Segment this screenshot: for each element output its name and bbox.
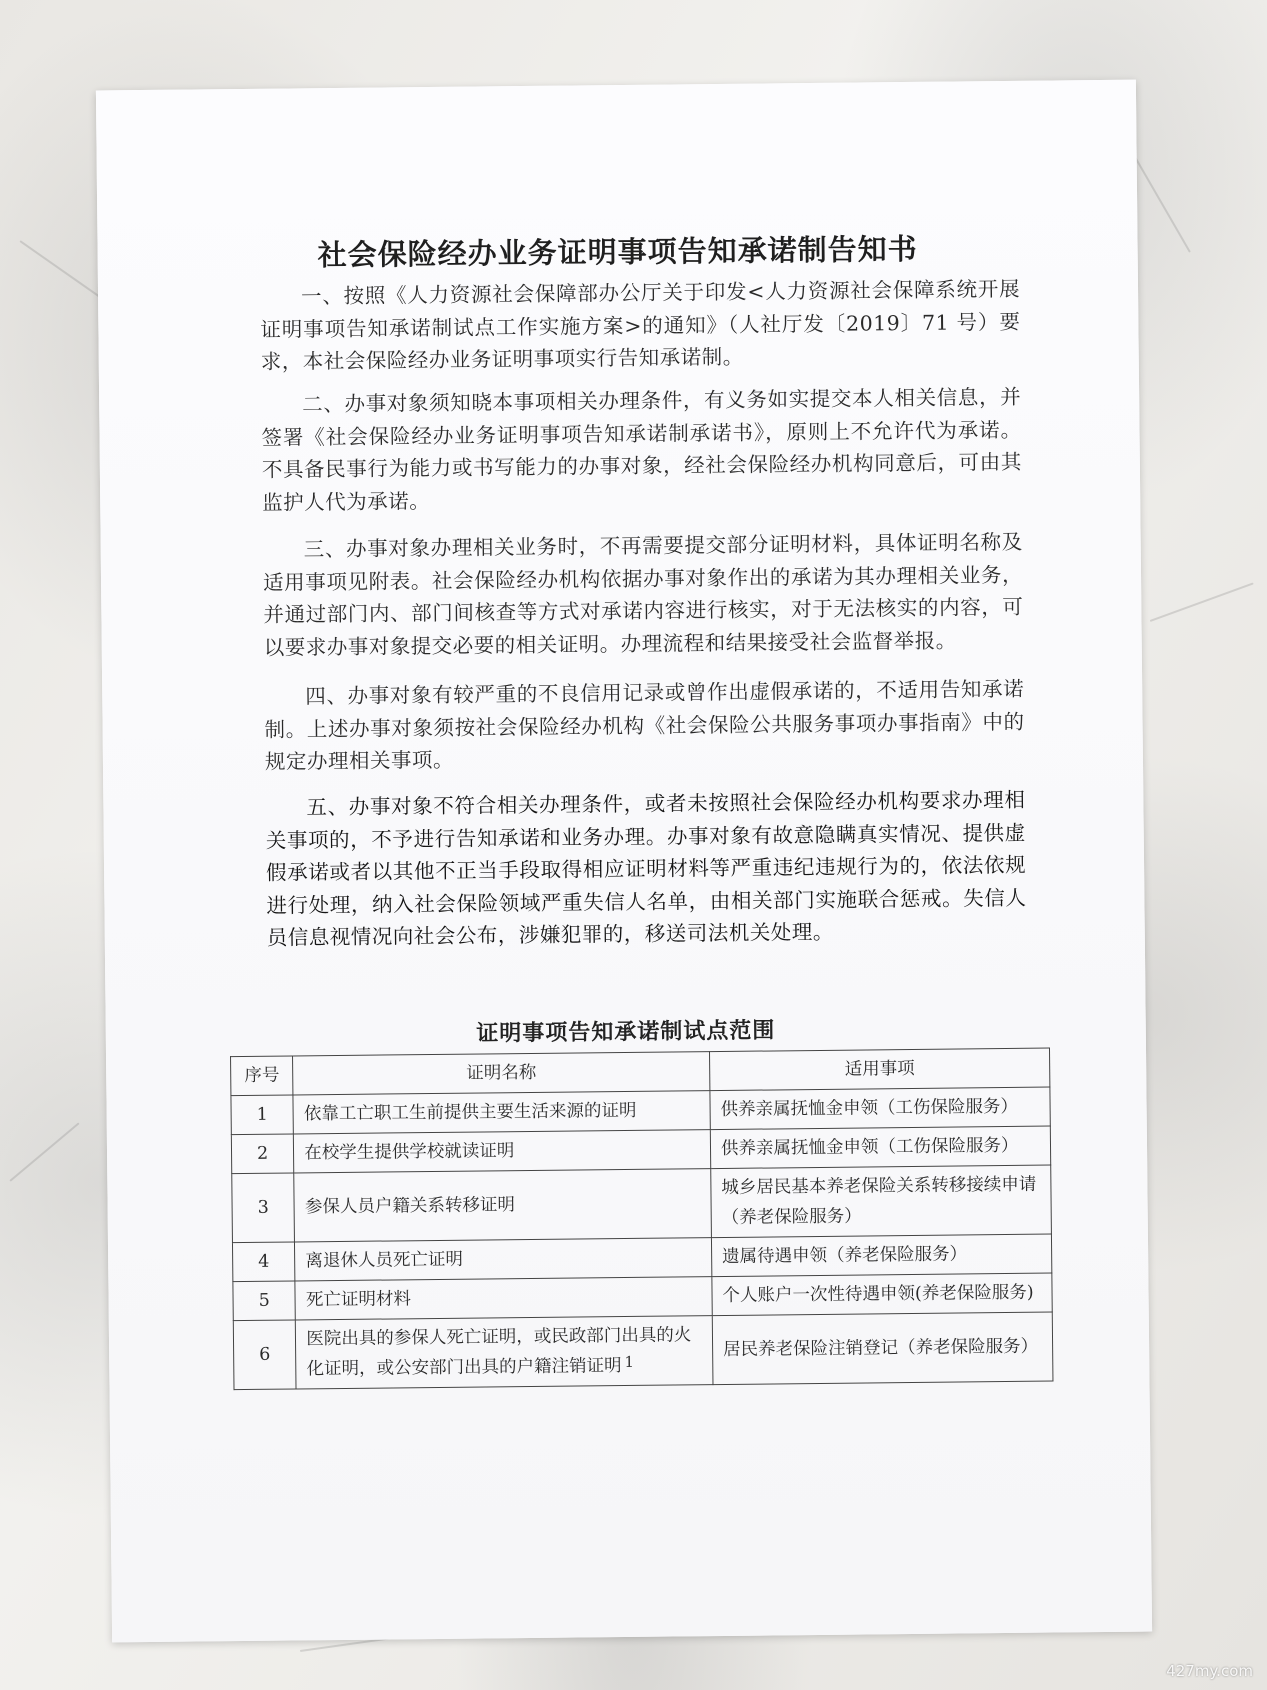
page-number: 1 [624, 1352, 635, 1372]
row-certificate-name: 医院出具的参保人死亡证明，或民政部门出具的火化证明，或公安部门出具的户籍注销证明 [296, 1316, 713, 1389]
paragraph-3: 三、办事对象办理相关业务时，不再需要提交部分证明材料，具体证明名称及适用事项见附表。社会保险经办机构依据办事对象作出的承诺为其办理相关业务，并通过部门内、部门间核查等方式对承诺内容进行核实，对于无法核实的内容，可以要求办事对象提交必要的相关证明。办理流程和结果接受社会监督举报。 [262, 529, 1024, 660]
marble-vein [1150, 582, 1254, 622]
document-title: 社会保险经办业务证明事项告知承诺制告知书 [317, 231, 918, 273]
row-applicable-matter: 居民养老保险注销登记（养老保险服务） [712, 1312, 1053, 1385]
row-applicable-matter: 个人账户一次性待遇申领(养老保险服务) [712, 1273, 1052, 1316]
header-applicable-matter: 适用事项 [709, 1048, 1049, 1091]
row-number: 3 [232, 1173, 295, 1243]
row-certificate-name: 在校学生提供学校就读证明 [294, 1130, 711, 1173]
row-applicable-matter: 遗属待遇申领（养老保险服务） [711, 1234, 1051, 1277]
row-applicable-matter: 供养亲属抚恤金申领（工伤保险服务） [710, 1126, 1050, 1169]
scope-table [230, 1048, 1053, 1391]
document-page [96, 80, 1152, 1643]
table-title: 证明事项告知承诺制试点范围 [476, 1017, 776, 1047]
paragraph-4: 四、办事对象有较严重的不良信用记录或曾作出虚假承诺的，不适用告知承诺制。上述办事对象须按社会保险经办机构《社会保险公共服务事项办事指南》中的规定办理相关事项。 [264, 676, 1025, 774]
paragraph-1: 一、按照《人力资源社会保障部办公厅关于印发<人力资源社会保障系统开展证明事项告知承诺制试点工作实施方案>的通知》（人社厅发〔2019〕71 号）要求，本社会保险经办业务证明事项实行告知承诺制。 [260, 276, 1021, 374]
row-number: 4 [232, 1242, 295, 1282]
header-certificate-name: 证明名称 [293, 1052, 710, 1095]
row-number: 6 [233, 1320, 296, 1390]
watermark: 427my.com [1166, 1662, 1253, 1680]
paragraph-2: 二、办事对象须知晓本事项相关办理条件，有义务如实提交本人相关信息，并签署《社会保险经办业务证明事项告知承诺制承诺书》，原则上不允许代为承诺。不具备民事行为能力或书写能力的办事对象，经社会保险经办机构同意后，可由其监护人代为承诺。 [261, 384, 1022, 515]
marble-vein [9, 1122, 79, 1181]
row-number: 5 [233, 1281, 296, 1321]
paragraph-5: 五、办事对象不符合相关办理条件，或者未按照社会保险经办机构要求办理相关事项的，不予进行告知承诺和业务办理。办事对象有故意隐瞒真实情况、提供虚假承诺或者以其他不正当手段取得相应证明材料等严重违纪违规行为的，依法依规进行处理，纳入社会保险领域严重失信人名单，由相关部门实施联合惩戒。失信人员信息视情况向社会公布，涉嫌犯罪的，移送司法机关处理。 [265, 787, 1027, 950]
row-applicable-matter: 城乡居民基本养老保险关系转移接续申请（养老保险服务） [711, 1165, 1052, 1238]
row-applicable-matter: 供养亲属抚恤金申领（工伤保险服务） [710, 1087, 1050, 1130]
row-number: 1 [231, 1095, 294, 1135]
header-number: 序号 [231, 1056, 294, 1096]
row-certificate-name: 依靠工亡职工生前提供主要生活来源的证明 [293, 1091, 710, 1134]
table-row [232, 1165, 1052, 1243]
row-certificate-name: 参保人员户籍关系转移证明 [294, 1169, 711, 1242]
row-certificate-name: 离退休人员死亡证明 [295, 1238, 712, 1281]
row-number: 2 [231, 1134, 294, 1174]
row-certificate-name: 死亡证明材料 [295, 1277, 712, 1320]
